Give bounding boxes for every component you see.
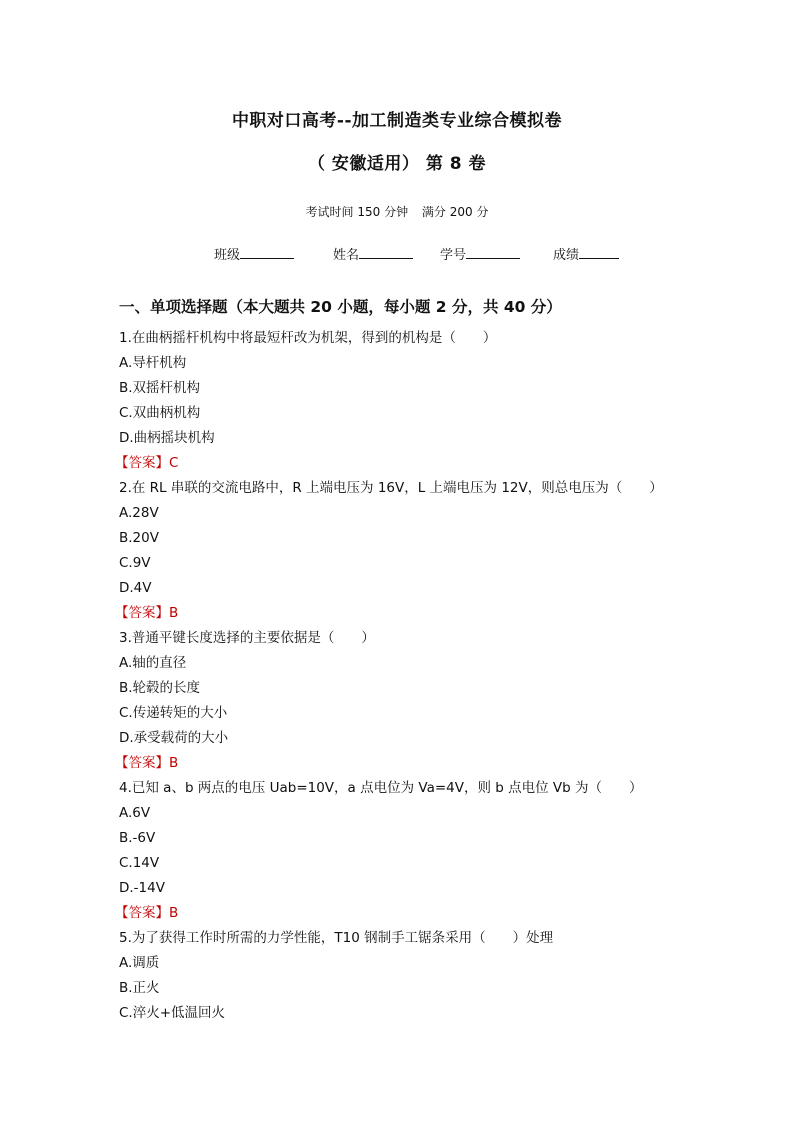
option-item: C.淬火+低温回火 [119, 1005, 226, 1021]
answer-label: 【答案】C [115, 455, 179, 471]
field-student-id-label: 学号 [440, 248, 467, 263]
exam-subtitle: （ 安徽适用） 第 8 卷 [307, 154, 486, 174]
option-item: C.9V [119, 555, 151, 571]
question-stem: 4.已知 a、b 两点的电压 Uab=10V，a 点电位为 Va=4V，则 b 点电位 Vb 为（ ） [119, 780, 643, 796]
question-list [115, 326, 739, 1026]
exam-time: 考试时间 150 分钟 [305, 205, 409, 219]
answer-label: 【答案】B [115, 605, 179, 621]
field-grade-blank[interactable] [579, 244, 619, 259]
option-item: C.传递转矩的大小 [119, 705, 228, 721]
field-class-blank[interactable] [240, 244, 294, 259]
section-title: 一、单项选择题（本大题共 20 小题，每小题 2 分，共 40 分） [119, 298, 562, 316]
option-item: B.20V [119, 530, 159, 546]
option-item: D.承受载荷的大小 [119, 730, 229, 746]
field-student-id-blank[interactable] [466, 244, 520, 259]
field-name-blank[interactable] [359, 244, 413, 259]
option-item: D.-14V [119, 880, 165, 896]
field-grade [553, 244, 619, 263]
field-name-label: 姓名 [333, 248, 360, 263]
answer-label: 【答案】B [115, 755, 179, 771]
option-item: A.6V [119, 805, 151, 821]
question-stem: 3.普通平键长度选择的主要依据是（ ） [119, 630, 375, 646]
option-item: D.曲柄摇块机构 [119, 430, 215, 446]
option-item: A.28V [119, 505, 159, 521]
exam-score: 满分 200 分 [421, 205, 489, 219]
field-class-label: 班级 [214, 248, 241, 263]
option-item: B.双摇杆机构 [119, 380, 201, 396]
field-class [214, 244, 294, 263]
option-item: C.14V [119, 855, 160, 871]
field-student-id [440, 244, 520, 263]
exam-title: 中职对口高考--加工制造类专业综合模拟卷 [231, 111, 563, 131]
option-item: C.双曲柄机构 [119, 405, 201, 421]
option-item: B.正火 [119, 980, 160, 996]
option-item: A.调质 [119, 955, 160, 971]
option-item: B.-6V [119, 830, 156, 846]
option-item: A.轴的直径 [119, 655, 187, 671]
question-stem: 2.在 RL 串联的交流电路中，R 上端电压为 16V，L 上端电压为 12V，则总电压为（ ） [119, 480, 663, 496]
exam-meta [0, 203, 794, 220]
question-stem: 1.在曲柄摇杆机构中将最短杆改为机架，得到的机构是（ ） [119, 330, 497, 346]
answer-label: 【答案】B [115, 905, 179, 921]
field-grade-label: 成绩 [553, 248, 580, 263]
question-stem: 5.为了获得工作时所需的力学性能，T10 钢制手工锯条采用（ ）处理 [119, 930, 554, 946]
option-item: B.轮毂的长度 [119, 680, 201, 696]
option-item: A.导杆机构 [119, 355, 187, 371]
option-item: D.4V [119, 580, 152, 596]
field-name [333, 244, 413, 263]
